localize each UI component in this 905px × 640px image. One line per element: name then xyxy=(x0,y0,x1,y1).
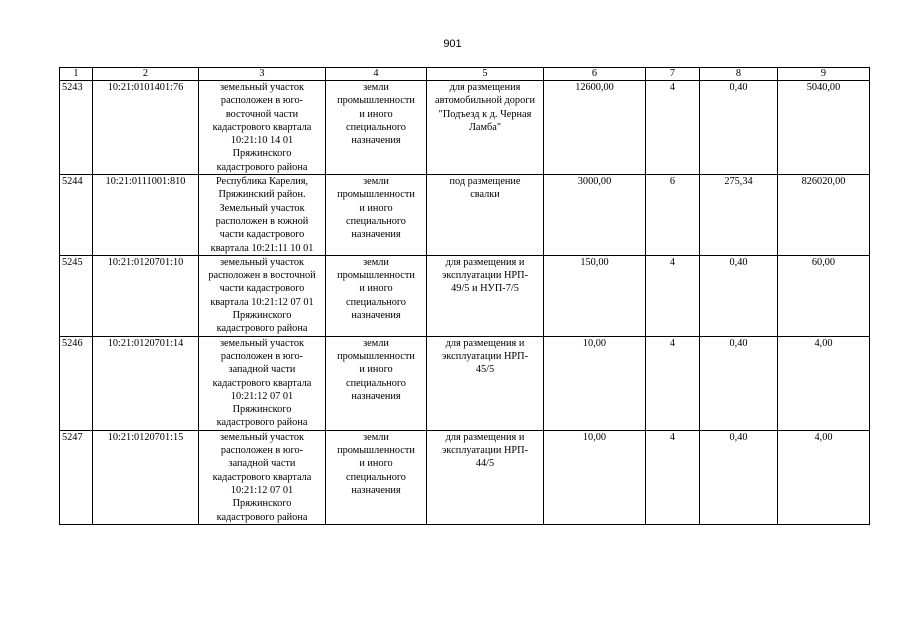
area-cell: 10,00 xyxy=(544,336,646,430)
area-cell: 10,00 xyxy=(544,430,646,524)
column-header: 1 xyxy=(60,68,93,81)
location-cell: земельный участок расположен в юго- западной части кадастрового квартала 10:21:12 07 01 Пряжинского кадастрового района xyxy=(199,336,326,430)
land-category-cell: земли промышленности и иного специального назначения xyxy=(326,430,427,524)
location-cell: земельный участок расположен в восточной части кадастрового квартала 10:21:12 07 01 Пряжинского кадастрового района xyxy=(199,255,326,336)
land-category-cell: земли промышленности и иного специального назначения xyxy=(326,81,427,175)
page-number: 901 xyxy=(443,38,462,50)
table-row xyxy=(60,336,870,430)
cadastral-number-cell: 10:21:0120701:15 xyxy=(93,430,199,524)
land-category-cell: земли промышленности и иного специального назначения xyxy=(326,175,427,256)
cadastral-number-cell: 10:21:0120701:10 xyxy=(93,255,199,336)
column-header: 9 xyxy=(778,68,870,81)
row-number-cell: 5247 xyxy=(60,430,93,524)
table-row xyxy=(60,175,870,256)
col8-cell: 0,40 xyxy=(700,336,778,430)
area-cell: 3000,00 xyxy=(544,175,646,256)
col7-cell: 4 xyxy=(646,255,700,336)
location-cell: Республика Карелия, Пряжинский район. Земельный участок расположен в южной части кадастрового квартала 10:21:11 10 01 xyxy=(199,175,326,256)
cadastral-number-cell: 10:21:0101401:76 xyxy=(93,81,199,175)
cadastral-number-cell: 10:21:0120701:14 xyxy=(93,336,199,430)
column-header: 5 xyxy=(427,68,544,81)
col9-cell: 4,00 xyxy=(778,430,870,524)
col7-cell: 6 xyxy=(646,175,700,256)
col8-cell: 0,40 xyxy=(700,81,778,175)
permitted-use-cell: для размещения и эксплуатации НРП- 49/5 и НУП-7/5 xyxy=(427,255,544,336)
column-header: 7 xyxy=(646,68,700,81)
column-header: 6 xyxy=(544,68,646,81)
table-row xyxy=(60,430,870,524)
table-row xyxy=(60,81,870,175)
col7-cell: 4 xyxy=(646,336,700,430)
row-number-cell: 5243 xyxy=(60,81,93,175)
row-number-cell: 5244 xyxy=(60,175,93,256)
location-cell: земельный участок расположен в юго- восточной части кадастрового квартала 10:21:10 14 01 Пряжинского кадастрового района xyxy=(199,81,326,175)
area-cell: 150,00 xyxy=(544,255,646,336)
permitted-use-cell: для размещения и эксплуатации НРП- 45/5 xyxy=(427,336,544,430)
col9-cell: 826020,00 xyxy=(778,175,870,256)
land-registry-table xyxy=(59,67,870,525)
col9-cell: 4,00 xyxy=(778,336,870,430)
col9-cell: 5040,00 xyxy=(778,81,870,175)
column-header: 8 xyxy=(700,68,778,81)
land-category-cell: земли промышленности и иного специального назначения xyxy=(326,255,427,336)
land-category-cell: земли промышленности и иного специального назначения xyxy=(326,336,427,430)
table-header-row xyxy=(60,68,870,81)
permitted-use-cell: под размещение свалки xyxy=(427,175,544,256)
cadastral-number-cell: 10:21:0111001:810 xyxy=(93,175,199,256)
row-number-cell: 5246 xyxy=(60,336,93,430)
area-cell: 12600,00 xyxy=(544,81,646,175)
row-number-cell: 5245 xyxy=(60,255,93,336)
col9-cell: 60,00 xyxy=(778,255,870,336)
col8-cell: 0,40 xyxy=(700,430,778,524)
column-header: 3 xyxy=(199,68,326,81)
permitted-use-cell: для размещения и эксплуатации НРП- 44/5 xyxy=(427,430,544,524)
column-header: 4 xyxy=(326,68,427,81)
col8-cell: 275,34 xyxy=(700,175,778,256)
col7-cell: 4 xyxy=(646,430,700,524)
table-row xyxy=(60,255,870,336)
column-header: 2 xyxy=(93,68,199,81)
location-cell: земельный участок расположен в юго- западной части кадастрового квартала 10:21:12 07 01 Пряжинского кадастрового района xyxy=(199,430,326,524)
col8-cell: 0,40 xyxy=(700,255,778,336)
col7-cell: 4 xyxy=(646,81,700,175)
permitted-use-cell: для размещения автомобильной дороги "Подъезд к д. Черная Ламба" xyxy=(427,81,544,175)
